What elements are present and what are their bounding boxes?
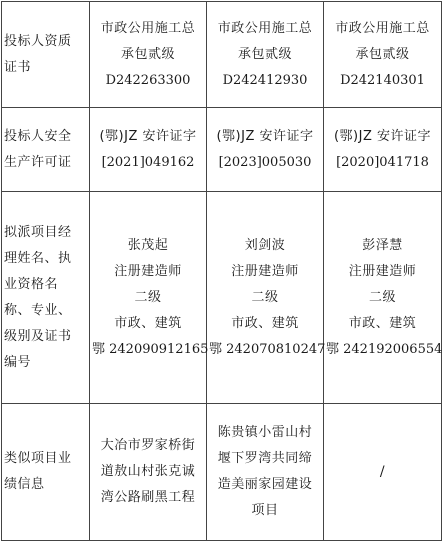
- label-line: 级别及证书: [4, 328, 72, 344]
- row-label-similar-projects: [2, 404, 90, 541]
- cell-bidder-3-safety-license: [324, 108, 442, 192]
- table-row: [2, 192, 442, 404]
- cell-line: 市政、建筑: [231, 315, 299, 331]
- table-row: [2, 2, 442, 108]
- bid-info-table: [1, 1, 442, 541]
- cell-line: 堰下罗湾共同缔: [217, 451, 313, 466]
- row-label-safety-license: [2, 108, 90, 192]
- cell-bidder-2-qualification: [207, 2, 324, 108]
- cell-line: 市政公用施工总: [217, 20, 313, 36]
- cell-line: 鄂 242070810247: [209, 341, 326, 357]
- label-line: 生产许可证: [4, 154, 72, 170]
- cell-line: 市政、建筑: [114, 315, 182, 331]
- label-line: 类似项目业: [4, 451, 72, 466]
- cell-line: 陈贵镇小雷山村: [217, 425, 313, 440]
- cell-line: 市政公用施工总: [335, 20, 430, 36]
- label-line: 业资格名: [4, 276, 59, 292]
- cell-line: [2020]041718: [336, 154, 429, 170]
- cell-bidder-2-project-manager: [207, 192, 324, 404]
- table-row: [2, 108, 442, 192]
- cell-line: 湾公路刷黑工程: [100, 490, 196, 505]
- cell-line: 承包贰级: [120, 46, 175, 62]
- cell-bidder-2-similar-projects: [207, 404, 324, 541]
- label-line: 理姓名、执: [4, 250, 72, 266]
- cell-bidder-1-qualification: [90, 2, 207, 108]
- cell-line: 二级: [251, 289, 279, 305]
- cell-line: 道敖山村张克诚: [100, 464, 196, 479]
- label-line: 绩信息: [4, 477, 45, 492]
- cell-line: D242140301: [340, 72, 425, 88]
- cell-line: 二级: [368, 289, 396, 305]
- cell-line: (鄂)JZ 安许证字: [99, 128, 197, 144]
- table-row: [2, 404, 442, 541]
- cell-bidder-1-similar-projects: [90, 404, 207, 541]
- label-line: 证书: [4, 59, 32, 75]
- cell-line: D242263300: [105, 72, 191, 88]
- cell-line: 鄂 242090912165: [92, 341, 209, 357]
- label-line: 拟派项目经: [4, 224, 72, 240]
- label-line: 称、专业、: [4, 302, 72, 318]
- cell-bidder-2-safety-license: [207, 108, 324, 192]
- cell-line: 承包贰级: [237, 46, 292, 62]
- cell-line: 注册建造师: [348, 263, 417, 279]
- cell-bidder-1-safety-license: [90, 108, 207, 192]
- label-line: 编号: [4, 354, 32, 370]
- cell-line: (鄂)JZ 安许证字: [216, 128, 314, 144]
- cell-line: 造美丽家园建设: [217, 477, 313, 492]
- cell-line: 彭泽慧: [362, 237, 403, 253]
- cell-line: 张茂起: [127, 237, 169, 253]
- row-label-qualification: [2, 2, 90, 108]
- label-line: 投标人安全: [4, 128, 72, 144]
- cell-line: (鄂)JZ 安许证字: [333, 128, 432, 144]
- cell-line: 市政、建筑: [348, 315, 417, 331]
- cell-line: [2021]049162: [101, 154, 195, 170]
- cell-bidder-1-project-manager: [90, 192, 207, 404]
- cell-bidder-3-qualification: [324, 2, 442, 108]
- cell-line: 二级: [134, 289, 162, 305]
- cell-bidder-3-similar-projects: [324, 404, 442, 541]
- cell-line: 注册建造师: [231, 263, 299, 279]
- cell-line: D242412930: [222, 72, 308, 88]
- cell-line: 注册建造师: [114, 263, 182, 279]
- row-label-project-manager: [2, 192, 90, 404]
- cell-line: 鄂 242192006554: [326, 341, 443, 357]
- cell-bidder-3-project-manager: [324, 192, 442, 404]
- cell-line: 市政公用施工总: [100, 20, 196, 36]
- cell-line: 承包贰级: [355, 46, 410, 62]
- cell-line: /: [379, 464, 386, 480]
- cell-line: 刘剑波: [244, 237, 286, 253]
- cell-line: [2023]005030: [218, 154, 312, 170]
- cell-line: 大冶市罗家桥街: [100, 438, 196, 453]
- label-line: 投标人资质: [4, 33, 72, 49]
- cell-line: 项目: [251, 503, 279, 518]
